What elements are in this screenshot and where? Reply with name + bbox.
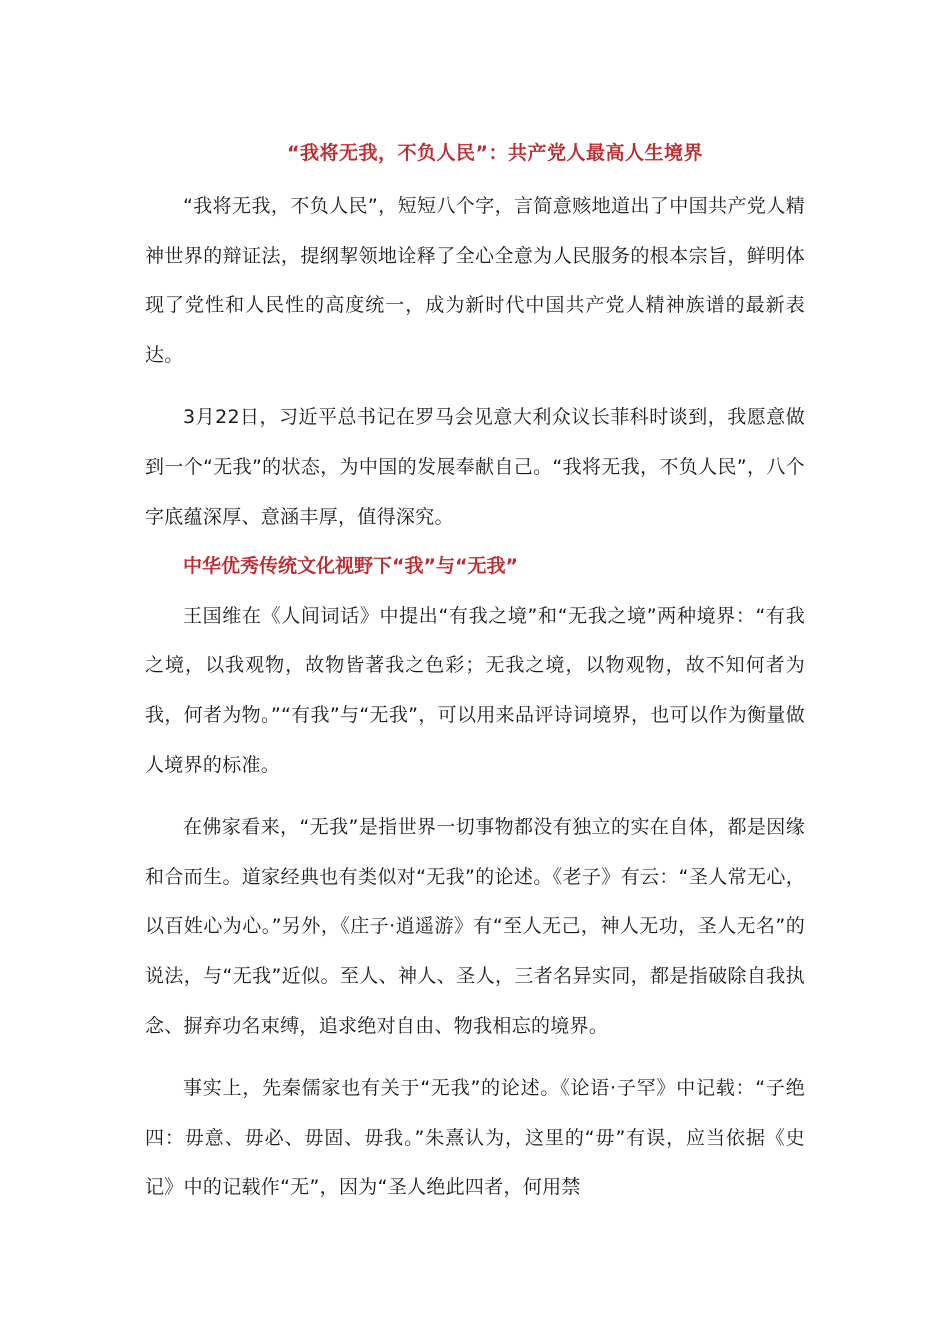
paragraph-3: 王国维在《人间词话》中提出“有我之境”和“无我之境”两种境界：“有我之境，以我观物，故物皆著我之色彩；无我之境，以物观物，故不知何者为我，何者为物。”“有我”与“无我”，可以用来品评诗词境界，也可以作为衡量做人境界的标准。: [145, 604, 805, 776]
paragraph-2: 3月22日，习近平总书记在罗马会见意大利众议长菲科时谈到，我愿意做到一个“无我”的状态，为中国的发展奉献自己。“我将无我，不负人民”，八个字底蕴深厚、意涵丰厚，值得深究。: [145, 406, 805, 528]
section-heading: 中华优秀传统文化视野下“我”与“无我”: [183, 555, 518, 578]
paragraph-5: 事实上，先秦儒家也有关于“无我”的论述。《论语·子罕》中记载：“子绝四：毋意、毋必、毋固、毋我。”朱熹认为，这里的“毋”有误，应当依据《史记》中的记载作“无”，因为“圣人绝此四者，何用禁: [145, 1077, 805, 1199]
paragraph-1: “我将无我，不负人民”，短短八个字，言简意赅地道出了中国共产党人精神世界的辩证法，提纲挈领地诠释了全心全意为人民服务的根本宗旨，鲜明体现了党性和人民性的高度统一，成为新时代中国共产党人精神族谱的最新表达。: [145, 195, 805, 366]
paragraph-4: 在佛家看来，“无我”是指世界一切事物都没有独立的实在自体，都是因缘和合而生。道家经典也有类似对“无我”的论述。《老子》有云：“圣人常无心，以百姓心为心。”另外，《庄子·逍遥游》有“至人无己，神人无功，圣人无名”的说法，与“无我”近似。至人、神人、圣人，三者名异实同，都是指破除自我执念、摒弃功名束缚，追求绝对自由、物我相忘的境界。: [145, 816, 805, 1037]
document-title: “我将无我，不负人民”：共产党人最高人生境界: [287, 142, 703, 164]
